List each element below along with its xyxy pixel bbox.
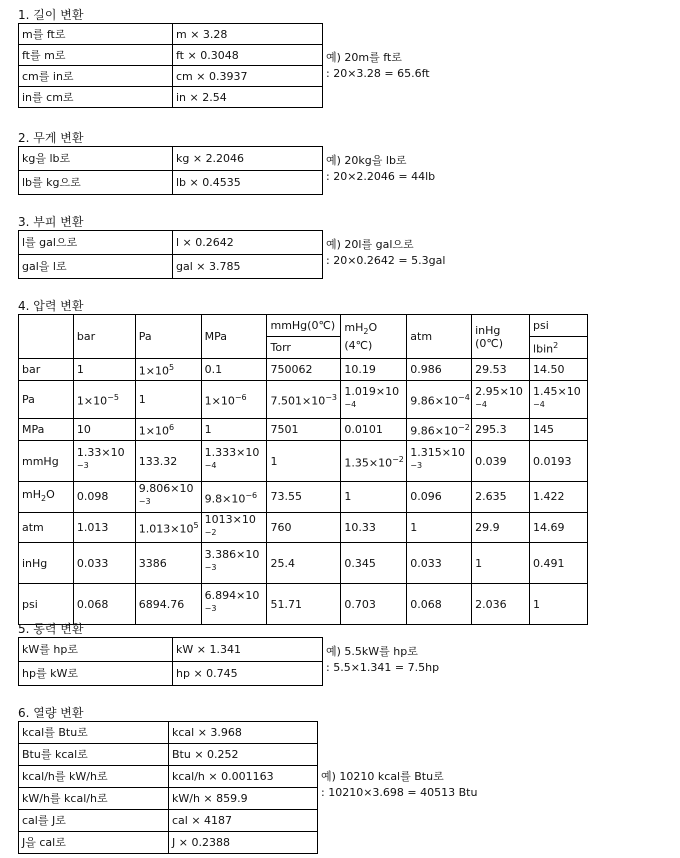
example-text: 예) 20l를 gal으로 xyxy=(326,238,414,251)
table-cell: 2.036 xyxy=(472,584,530,625)
row-header: MPa xyxy=(19,419,74,441)
column-header: bar xyxy=(73,315,135,359)
volume-example xyxy=(326,237,445,269)
table-cell: 750062 xyxy=(267,359,341,381)
table-cell: 133.32 xyxy=(135,441,201,482)
conversion-formula: in × 2.54 xyxy=(173,87,323,108)
table-cell: $7.501\times 10^{-3}$ xyxy=(267,381,341,419)
conversion-formula: m × 3.28 xyxy=(173,24,323,45)
conversion-label: kcal/h를 kW/h로 xyxy=(19,766,169,788)
table-cell: 0.345 xyxy=(341,543,407,584)
table-header-row xyxy=(19,315,588,337)
example-calc: : 10210×3.698 = 40513 Btu xyxy=(321,786,478,799)
table-row xyxy=(19,419,588,441)
conversion-label: lb를 kg으로 xyxy=(19,171,173,195)
table-cell: 10.33 xyxy=(341,512,407,543)
conversion-label: kW를 hp로 xyxy=(19,638,173,662)
conversion-label: ft를 m로 xyxy=(19,45,173,66)
column-header: lbin$^2$ xyxy=(530,337,588,359)
table-cell: $9.86\times 10^{-2}$ xyxy=(407,419,472,441)
table-row xyxy=(19,45,323,66)
row-header: inHg xyxy=(19,543,74,584)
table-cell: $2.95\times 10^{-4}$ xyxy=(472,381,530,419)
row-header: bar xyxy=(19,359,74,381)
conversion-formula: ft × 0.3048 xyxy=(173,45,323,66)
column-header: psi xyxy=(530,315,588,337)
corner-cell xyxy=(19,315,74,359)
conversion-label: J을 cal로 xyxy=(19,832,169,854)
section-title-power: 5. 동력 변환 xyxy=(18,622,84,636)
column-header: Pa xyxy=(135,315,201,359)
table-cell: 1 xyxy=(341,482,407,513)
table-cell: 1 xyxy=(73,359,135,381)
table-cell: 0.068 xyxy=(73,584,135,625)
table-cell: $1\times 10^{-6}$ xyxy=(201,381,267,419)
table-cell: 0.033 xyxy=(407,543,472,584)
table-cell: $1.45\times 10^{-4}$ xyxy=(530,381,588,419)
table-cell: 10 xyxy=(73,419,135,441)
table-cell: $1\times 10^5$ xyxy=(135,359,201,381)
section-title-heat: 6. 열량 변환 xyxy=(18,706,84,720)
weight-table xyxy=(18,146,323,195)
table-cell: 10.19 xyxy=(341,359,407,381)
conversion-label: in를 cm로 xyxy=(19,87,173,108)
table-cell: $6.894\times 10^{-3}$ xyxy=(201,584,267,625)
table-row xyxy=(19,381,588,419)
table-cell: 29.9 xyxy=(472,512,530,543)
column-header xyxy=(341,315,407,359)
row-header: Pa xyxy=(19,381,74,419)
table-cell: $1\times 10^6$ xyxy=(135,419,201,441)
column-header: inHg(0℃) xyxy=(472,315,530,359)
table-cell: 7501 xyxy=(267,419,341,441)
table-cell: 3386 xyxy=(135,543,201,584)
example-text: 예) 20kg을 lb로 xyxy=(326,154,407,167)
table-cell: $9.806\times 10^{-3}$ xyxy=(135,482,201,513)
example-calc: : 5.5×1.341 = 7.5hp xyxy=(326,661,440,674)
table-cell: 0.986 xyxy=(407,359,472,381)
table-cell: $1.019\times 10^{-4}$ xyxy=(341,381,407,419)
weight-example xyxy=(326,153,435,185)
table-row xyxy=(19,255,323,279)
table-cell: $1.315\times 10^{-3}$ xyxy=(407,441,472,482)
example-calc: : 20×3.28 = 65.6ft xyxy=(326,67,430,80)
example-calc: : 20×2.2046 = 44lb xyxy=(326,170,436,183)
table-cell: 0.068 xyxy=(407,584,472,625)
conversion-label: cm를 in로 xyxy=(19,66,173,87)
table-cell: 1 xyxy=(201,419,267,441)
example-text: 예) 20m를 ft로 xyxy=(326,51,402,64)
table-row xyxy=(19,24,323,45)
row-header: psi xyxy=(19,584,74,625)
conversion-label: kcal를 Btu로 xyxy=(19,722,169,744)
table-cell: 0.098 xyxy=(73,482,135,513)
row-header: atm xyxy=(19,512,74,543)
conversion-label: kW/h를 kcal/h로 xyxy=(19,788,169,810)
conversion-formula: hp × 0.745 xyxy=(173,662,323,686)
heat-table xyxy=(18,721,318,854)
table-cell: 1 xyxy=(135,381,201,419)
table-row xyxy=(19,766,318,788)
conversion-formula: kW/h × 859.9 xyxy=(169,788,318,810)
conversion-formula: kW × 1.341 xyxy=(173,638,323,662)
table-cell: 295.3 xyxy=(472,419,530,441)
column-header: Torr xyxy=(267,337,341,359)
table-cell: 145 xyxy=(530,419,588,441)
table-cell: 760 xyxy=(267,512,341,543)
column-header: mmHg(0℃) xyxy=(267,315,341,337)
table-cell: $1\times 10^{-5}$ xyxy=(73,381,135,419)
table-row xyxy=(19,832,318,854)
conversion-label: gal을 l로 xyxy=(19,255,173,279)
table-cell: 0.039 xyxy=(472,441,530,482)
example-calc: : 20×0.2642 = 5.3gal xyxy=(326,254,446,267)
conversion-formula: kg × 2.2046 xyxy=(173,147,323,171)
length-table xyxy=(18,23,323,108)
conversion-formula: Btu × 0.252 xyxy=(169,744,318,766)
table-row xyxy=(19,662,323,686)
table-cell: $1.35\times 10^{-2}$ xyxy=(341,441,407,482)
table-row xyxy=(19,543,588,584)
table-row xyxy=(19,66,323,87)
table-row xyxy=(19,482,588,513)
mh2o-temp: (4℃) xyxy=(344,338,373,352)
table-cell: 0.491 xyxy=(530,543,588,584)
table-cell: 1 xyxy=(267,441,341,482)
table-row xyxy=(19,638,323,662)
table-cell: 73.55 xyxy=(267,482,341,513)
power-table xyxy=(18,637,323,686)
section-title-pressure: 4. 압력 변환 xyxy=(18,299,84,313)
volume-table xyxy=(18,230,323,279)
table-cell: 0.703 xyxy=(341,584,407,625)
table-row xyxy=(19,87,323,108)
table-cell: 25.4 xyxy=(267,543,341,584)
conversion-formula: l × 0.2642 xyxy=(173,231,323,255)
table-cell: $9.8\times 10^{-6}$ xyxy=(201,482,267,513)
table-row xyxy=(19,744,318,766)
table-row xyxy=(19,584,588,625)
row-header: $mH_2O$ xyxy=(19,482,74,513)
section-title-length: 1. 길이 변환 xyxy=(18,8,84,22)
conversion-formula: kcal × 3.968 xyxy=(169,722,318,744)
table-cell: $1.333\times 10^{-4}$ xyxy=(201,441,267,482)
mh2o-label: $mH_2O$ xyxy=(344,321,378,337)
conversion-label: cal를 J로 xyxy=(19,810,169,832)
table-cell: $1.013\times 10^5$ xyxy=(135,512,201,543)
example-text: 예) 5.5kW를 hp로 xyxy=(326,645,418,658)
table-cell: 6894.76 xyxy=(135,584,201,625)
table-row xyxy=(19,147,323,171)
table-cell: 1 xyxy=(407,512,472,543)
table-cell: 51.71 xyxy=(267,584,341,625)
pressure-table xyxy=(18,314,588,625)
conversion-formula: lb × 0.4535 xyxy=(173,171,323,195)
column-header: atm xyxy=(407,315,472,359)
table-cell: 0.033 xyxy=(73,543,135,584)
section-title-volume: 3. 부피 변환 xyxy=(18,215,84,229)
heat-example xyxy=(321,769,477,801)
table-row xyxy=(19,359,588,381)
table-row xyxy=(19,788,318,810)
conversion-formula: J × 0.2388 xyxy=(169,832,318,854)
conversion-formula: cm × 0.3937 xyxy=(173,66,323,87)
table-cell: 1.422 xyxy=(530,482,588,513)
table-cell: 1 xyxy=(530,584,588,625)
table-cell: 0.1 xyxy=(201,359,267,381)
table-cell: $1.33\times 10^{-3}$ xyxy=(73,441,135,482)
table-cell: 29.53 xyxy=(472,359,530,381)
table-cell: 1 xyxy=(472,543,530,584)
table-cell: $9.86\times 10^{-4}$ xyxy=(407,381,472,419)
conversion-formula: kcal/h × 0.001163 xyxy=(169,766,318,788)
conversion-formula: cal × 4187 xyxy=(169,810,318,832)
conversion-label: hp를 kW로 xyxy=(19,662,173,686)
table-cell: 0.096 xyxy=(407,482,472,513)
table-cell: $3.386\times 10^{-3}$ xyxy=(201,543,267,584)
power-example xyxy=(326,644,439,676)
example-text: 예) 10210 kcal를 Btu로 xyxy=(321,770,444,783)
conversion-label: l를 gal으로 xyxy=(19,231,173,255)
table-cell: 14.50 xyxy=(530,359,588,381)
section-title-weight: 2. 무게 변환 xyxy=(18,131,84,145)
row-header: mmHg xyxy=(19,441,74,482)
table-cell: 0.0101 xyxy=(341,419,407,441)
table-row xyxy=(19,441,588,482)
table-cell: 0.0193 xyxy=(530,441,588,482)
table-cell: $1013\times 10^{-2}$ xyxy=(201,512,267,543)
table-row xyxy=(19,171,323,195)
table-cell: 2.635 xyxy=(472,482,530,513)
table-row xyxy=(19,722,318,744)
table-row xyxy=(19,231,323,255)
table-cell: 1.013 xyxy=(73,512,135,543)
conversion-label: Btu를 kcal로 xyxy=(19,744,169,766)
table-row xyxy=(19,810,318,832)
conversion-label: m를 ft로 xyxy=(19,24,173,45)
table-row xyxy=(19,512,588,543)
column-header: MPa xyxy=(201,315,267,359)
conversion-label: kg을 lb로 xyxy=(19,147,173,171)
conversion-formula: gal × 3.785 xyxy=(173,255,323,279)
length-example xyxy=(326,50,430,82)
table-cell: 14.69 xyxy=(530,512,588,543)
